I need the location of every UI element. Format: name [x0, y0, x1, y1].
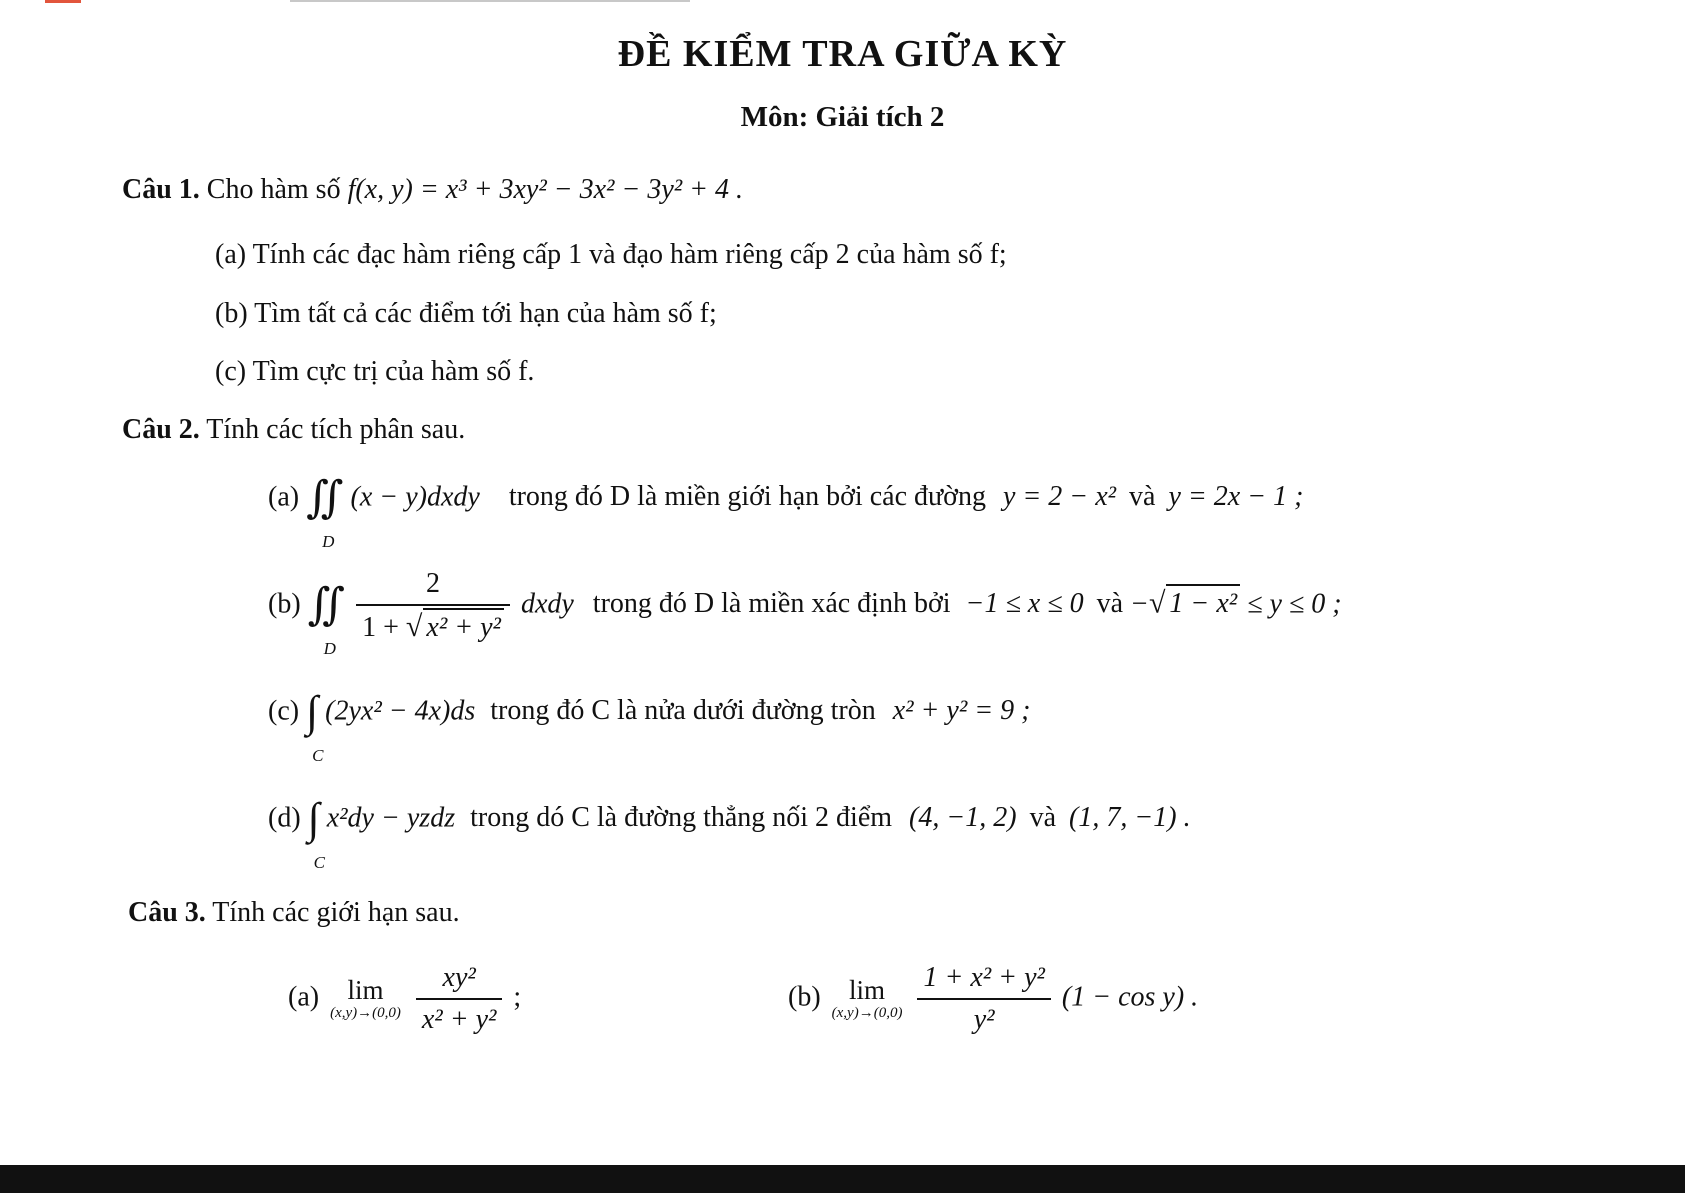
q2a-integrand: (x − y)dxdy: [350, 481, 480, 513]
top-rule: [290, 0, 690, 2]
q2b-cond1: −1 ≤ x ≤ 0: [965, 588, 1084, 620]
line-integral-icon: ∫ C: [308, 797, 320, 843]
q2-c: [268, 687, 1031, 765]
q3-label: Câu 3.: [128, 897, 206, 928]
q3b-tail: (1 − cos y) .: [1061, 981, 1199, 1013]
q2d-curve-sub: C: [313, 853, 325, 872]
page-title: ĐỀ KIỂM TRA GIỮA KỲ: [617, 33, 1068, 75]
q2-b: [268, 566, 1342, 658]
q3a-fraction: [416, 960, 503, 1038]
q1-function: f(x, y) = x³ + 3xy² − 3x² − 3y² + 4 .: [347, 174, 744, 205]
sqrt-icon: √: [1148, 586, 1166, 620]
q2b-cond2-radicand: 1 − x²: [1166, 584, 1240, 622]
q3-text: Tính các giới hạn sau.: [212, 897, 460, 928]
q3a-lim: lim: [347, 975, 384, 1005]
q2c-curve: x² + y² = 9 ;: [892, 695, 1031, 727]
q2d-text: trong dó C là đường thẳng nối 2 điểm: [470, 802, 893, 834]
q2b-and: và: [1096, 588, 1124, 620]
q3-line: [128, 895, 460, 931]
q3b-denominator: y²: [973, 1004, 995, 1035]
double-integral-icon: ∬ D: [308, 583, 345, 629]
page-subtitle: Môn: Giải tích 2: [740, 101, 945, 133]
q2-text: Tính các tích phân sau.: [206, 414, 466, 445]
q2d-integrand: x²dy − yzdz: [326, 802, 456, 834]
q2b-label: (b): [268, 588, 301, 620]
q1-part-a: (a) Tính các đạc hàm riêng cấp 1 và đạo hàm riêng cấp 2 của hàm số f;: [215, 239, 1007, 270]
q3a-lim-sub: (x,y)→(0,0): [330, 1005, 401, 1021]
q2a-curve2: y = 2x − 1 ;: [1168, 481, 1304, 513]
q3-a: [288, 960, 521, 1038]
q2b-domain: D: [323, 639, 336, 658]
q3b-label: (b): [788, 981, 821, 1013]
q3b-lim: lim: [849, 975, 886, 1005]
q2b-cond2-post: ≤ y ≤ 0 ;: [1247, 588, 1342, 620]
top-left-mark: [45, 0, 81, 3]
q2a-label: (a): [268, 481, 300, 513]
scan-bottom-band: [0, 1165, 1685, 1193]
q2b-den-radicand: x² + y²: [423, 608, 504, 646]
q2c-text: trong đó C là nửa dưới đường tròn: [490, 695, 876, 727]
q3a-limit: [330, 976, 401, 1022]
q2a-and: và: [1129, 481, 1156, 513]
q2-line: [122, 412, 465, 448]
q3b-lim-sub: (x,y)→(0,0): [831, 1005, 903, 1021]
q2a-curve1: y = 2 − x²: [1002, 481, 1117, 513]
q1-line: [122, 172, 743, 208]
q2b-text: trong đó D là miền xác định bởi: [592, 588, 951, 620]
q2-a: [268, 473, 1304, 551]
q1-label: Câu 1.: [122, 174, 200, 205]
line-integral-icon: ∫ C: [306, 690, 318, 736]
q2-label: Câu 2.: [122, 414, 200, 445]
q3b-limit: [832, 976, 903, 1022]
q3b-fraction: [917, 960, 1050, 1038]
q3a-tail: ;: [513, 981, 522, 1013]
q3a-numerator: xy²: [416, 960, 503, 1000]
q2-d: [268, 794, 1191, 872]
q2d-point1: (4, −1, 2): [909, 802, 1017, 834]
q3b-numerator: 1 + x² + y²: [917, 960, 1050, 1000]
q3-b: [788, 960, 1198, 1038]
q2c-integrand: (2yx² − 4x)ds: [325, 695, 476, 727]
q3a-denominator: x² + y²: [421, 1004, 497, 1035]
q2b-fraction: [356, 566, 510, 646]
q2a-text: trong đó D là miền giới hạn bởi các đường: [508, 481, 986, 513]
q2d-and: và: [1029, 802, 1057, 834]
q1-part-b: (b) Tìm tất cả các điểm tới hạn của hàm số f;: [215, 298, 717, 329]
sqrt-icon: √: [405, 610, 423, 643]
q1-part-c: (c) Tìm cực trị của hàm số f.: [215, 356, 535, 387]
q1-text: Cho hàm số: [206, 174, 341, 205]
q2b-numerator: 2: [356, 566, 510, 606]
q2d-point2: (1, 7, −1) .: [1069, 802, 1191, 834]
q2a-domain: D: [322, 532, 335, 551]
q2b-diff: dxdy: [520, 588, 574, 620]
double-integral-icon: ∬ D: [306, 476, 343, 522]
q3a-label: (a): [288, 981, 320, 1013]
q2b-denominator: [356, 606, 510, 646]
q2c-label: (c): [268, 695, 300, 727]
q2d-label: (d): [268, 802, 301, 834]
q2b-cond2-pre: −: [1130, 588, 1149, 620]
q2c-curve-sub: C: [312, 746, 324, 765]
q2b-den-pre: 1 +: [362, 612, 399, 643]
